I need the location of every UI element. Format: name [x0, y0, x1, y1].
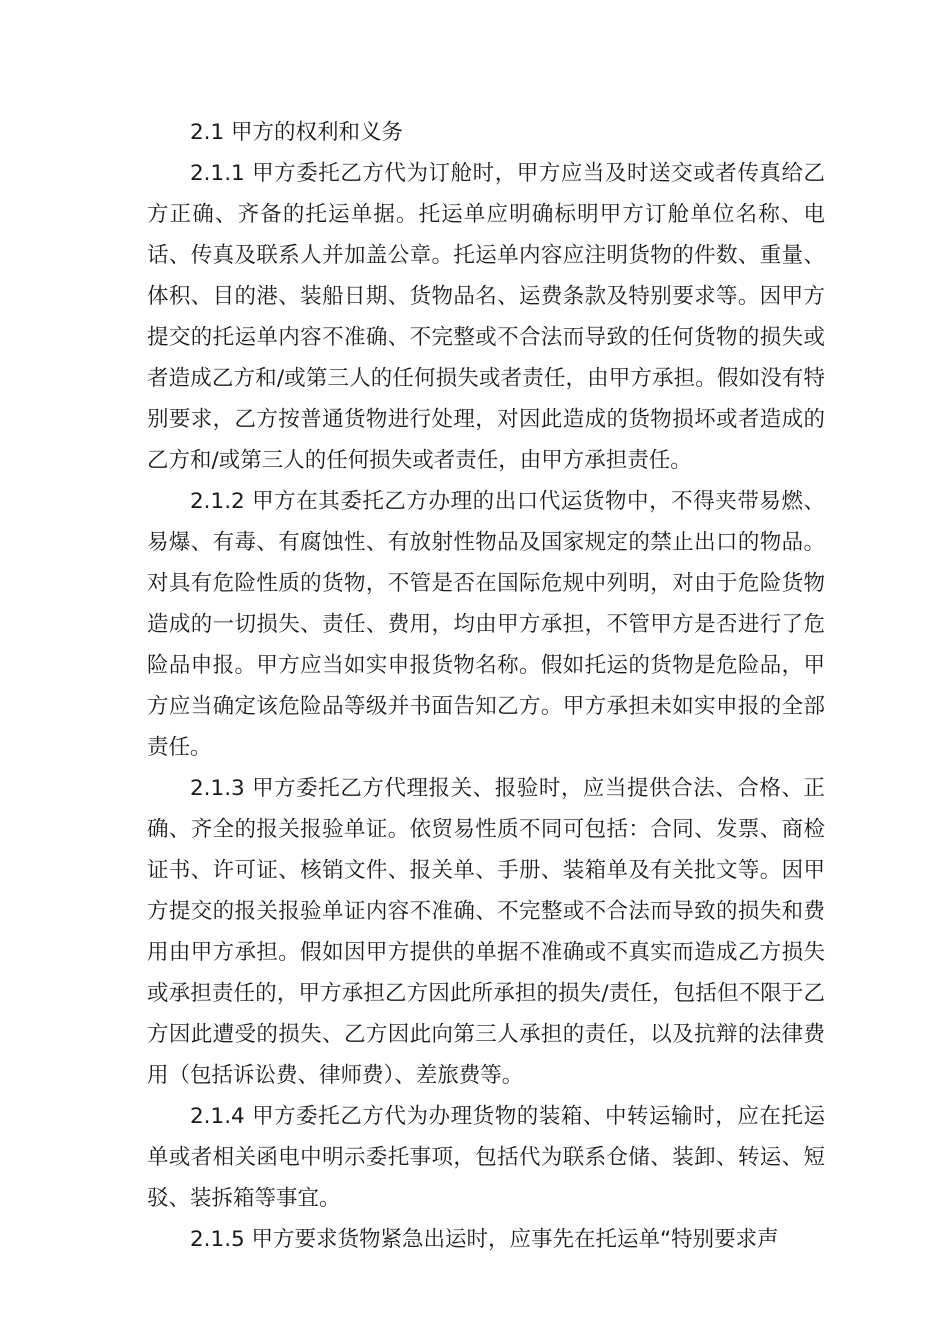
clause-2-1-5: 2.1.5 甲方要求货物紧急出运时，应事先在托运单“特别要求声	[190, 1227, 779, 1252]
clause-2-1-1: 2.1.1 甲方委托乙方代为订舱时，甲方应当及时送交或者传真给乙方正确、齐备的托运单据。托运单应明确标明甲方订舱单位名称、电话、传真及联系人并加盖公章。托运单内容应注明货物的件数、重量、体积、目的港、装船日期、货物品名、运费条款及特别要求等。因甲方提交的托运单内容不准确、不完整或不合法而导致的任何货物的损失或者造成乙方和/或第三人的任何损失或者责任，由甲方承担。假如没有特别要求，乙方按普通货物进行处理，对因此造成的货物损坏或者造成的乙方和/或第三人的任何损失或者责任，由甲方承担责任。	[147, 161, 825, 473]
clause-2-1-3: 2.1.3 甲方委托乙方代理报关、报验时，应当提供合法、合格、正确、齐全的报关报验单证。依贸易性质不同可包括：合同、发票、商检证书、许可证、核销文件、报关单、手册、装箱单及有关批文等。因甲方提交的报关报验单证内容不准确、不完整或不合法而导致的损失和费用由甲方承担。假如因甲方提供的单据不准确或不真实而造成乙方损失或承担责任的，甲方承担乙方因此所承担的损失/责任，包括但不限于乙方因此遭受的损失、乙方因此向第三人承担的责任，以及抗辩的法律费用（包括诉讼费、律师费）、差旅费等。	[147, 776, 825, 1088]
clause-2-1-4: 2.1.4 甲方委托乙方代为办理货物的装箱、中转运输时，应在托运单或者相关函电中明示委托事项，包括代为联系仓储、装卸、转运、短驳、装拆箱等事宜。	[147, 1104, 825, 1211]
clause-2-1-2: 2.1.2 甲方在其委托乙方办理的出口代运货物中，不得夹带易燃、易爆、有毒、有腐蚀性、有放射性物品及国家规定的禁止出口的物品。对具有危险性质的货物，不管是否在国际危规中列明，对由于危险货物造成的一切损失、责任、费用，均由甲方承担，不管甲方是否进行了危险品申报。甲方应当如实申报货物名称。假如托运的货物是危险品，甲方应当确定该危险品等级并书面告知乙方。甲方承担未如实申报的全部责任。	[147, 489, 825, 760]
document-body	[147, 112, 825, 1260]
section-heading: 2.1 甲方的权利和义务	[190, 120, 404, 145]
